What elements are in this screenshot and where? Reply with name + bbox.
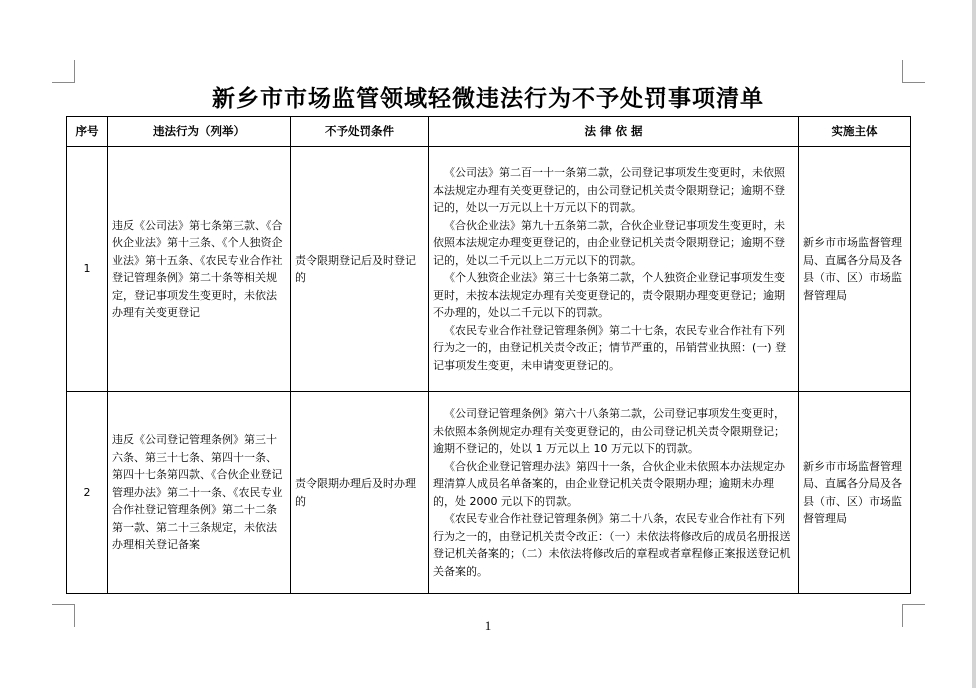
- page-number: 1: [484, 618, 492, 633]
- basis-paragraph: 《公司法》第二百一十一条第二款，公司登记事项发生变更时，未依照本法规定办理有关变更登记的，由公司登记机关责令限期登记；逾期不登记的，处以一万元以上十万元以下的罚款。: [433, 166, 785, 214]
- row-condition: 责令限期登记后及时登记的: [291, 147, 429, 392]
- row-body: 新乡市市场监督管理局、直属各分局及各县（市、区）市场监督管理局: [799, 392, 911, 594]
- header-act: 违法行为（列举）: [108, 117, 291, 147]
- basis-paragraph: 《农民专业合作社登记管理条例》第二十七条，农民专业合作社有下列行为之一的，由登记机关责令改正；情节严重的，吊销营业执照：(一) 登记事项发生变更，未申请变更登记的。: [433, 323, 787, 372]
- row-basis: [429, 147, 799, 392]
- crop-mark-top-right: [902, 60, 925, 83]
- header-condition: 不予处罚条件: [291, 117, 429, 147]
- row-seq: 1: [67, 147, 108, 392]
- row-act: 违反《公司法》第七条第三款、《合伙企业法》第十三条、《个人独资企业法》第十五条、《农民专业合作社登记管理条例》第二十条等相关规定，登记事项发生变更时，未依法办理有关变更登记: [108, 147, 291, 392]
- penalty-exemption-table: [66, 116, 911, 594]
- header-basis: 法 律 依 据: [429, 117, 799, 147]
- row-seq: 2: [67, 392, 108, 594]
- row-basis: [429, 392, 799, 594]
- header-seq: 序号: [67, 117, 108, 147]
- table-row: [67, 392, 911, 594]
- header-body: 实施主体: [799, 117, 911, 147]
- basis-paragraph: 《合伙企业法》第九十五条第二款，合伙企业登记事项发生变更时，未依照本法规定办理变更登记的，由企业登记机关责令限期登记；逾期不登记的，处以二千元以上二万元以下的罚款。: [433, 218, 785, 267]
- document-title: 新乡市市场监管领域轻微违法行为不予处罚事项清单: [212, 85, 764, 112]
- row-body: 新乡市市场监督管理局、直属各分局及各县（市、区）市场监督管理局: [799, 147, 911, 392]
- row-act: 违反《公司登记管理条例》第三十六条、第三十七条、第四十一条、第四十七条第四款、《合伙企业登记管理办法》第二十一条、《农民专业合作社登记管理条例》第二十二条第一款、第二十三条规定，未依法办理相关登记备案: [108, 392, 291, 594]
- basis-paragraph: 《农民专业合作社登记管理条例》第二十八条，农民专业合作社有下列行为之一的，由登记机关责令改正：（一）未依法将修改后的成员名册报送登记机关备案的；（二）未依法将修改后的章程或者章程修正案报送登记机关备案的。: [433, 512, 791, 578]
- basis-paragraph: 《公司登记管理条例》第六十八条第二款，公司登记事项发生变更时，未依照本条例规定办理有关变更登记的，由公司登记机关责令限期登记；逾期不登记的，处以 1 万元以上 10 万元以下的罚款。: [433, 407, 785, 455]
- table-header-row: [67, 117, 911, 147]
- row-condition: 责令限期办理后及时办理的: [291, 392, 429, 594]
- crop-mark-top-left: [52, 60, 75, 83]
- table-row: [67, 147, 911, 392]
- basis-paragraph: 《合伙企业登记管理办法》第四十一条，合伙企业未依照本办法规定办理清算人成员名单备案的，由企业登记机关责令限期办理；逾期未办理的，处 2000 元以下的罚款。: [433, 459, 785, 508]
- basis-paragraph: 《个人独资企业法》第三十七条第二款，个人独资企业登记事项发生变更时，未按本法规定办理有关变更登记的，责令限期办理变更登记；逾期不办理的，处以二千元以下的罚款。: [433, 271, 785, 319]
